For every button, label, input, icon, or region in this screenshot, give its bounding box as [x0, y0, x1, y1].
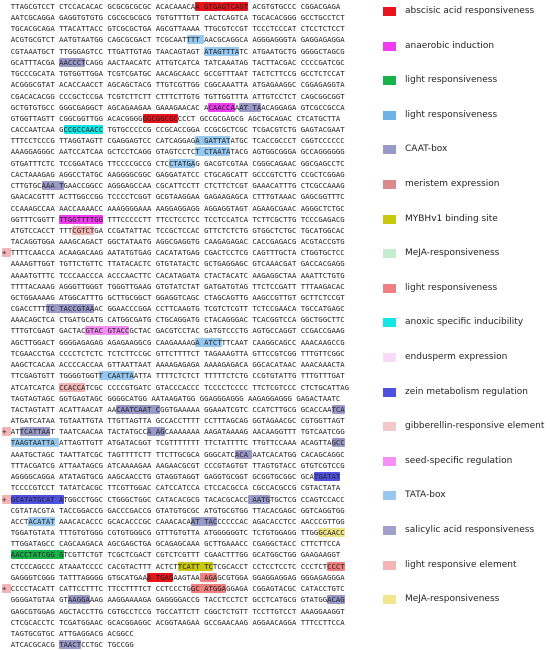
sequence-row	[2, 583, 368, 605]
sequence-strand-top: TGCACGCAGA TTACATTACC GTCGCGCTGA AGCGTTAAAA TTGCGTCCGT TCCCTCCCAT CTCCTCTCCT	[2, 24, 345, 34]
sequence-row	[2, 91, 368, 113]
sequence-strand-top: AGGGGCAGGA ATATAGTGCG AAGCAACCTG GTAGGTAGGT GAGGTGCGGT GCGGTGCGGC GCATGATAT	[2, 472, 341, 482]
motif-highlight: GGCGGCGC	[142, 113, 178, 123]
sequence-strand-bottom: GGGGATGTAA GTAAGGAAAG AAGGAAAAGA GAGGGGACCG TACCTCCTCT GCCTCATGCG GTATGGACAG	[2, 595, 345, 605]
sequence-strand-top: AAATGCTAGC TAATTATCGC TAGTTTTCTT TTCTTGCGCA GGGCATCACA AATCACATGG CACAGCAGGC	[2, 449, 345, 459]
sequence-row	[2, 68, 368, 90]
motif-highlight: +	[2, 584, 11, 594]
sequence-strand-top: ATCATCATCA CCACCATCGC CCCCGTGATC GTACCCACCC TCCCCTCCCC TTCTCGTCCC CTCTGCATTAG	[2, 382, 350, 392]
sequence-strand-top: AGCTTGGACT GGGGAGAGAG AGAGAAGGCG CAAGAAAAGA ATCTTTCAAT CAAGGCAGCC AAACAAGCCG	[2, 337, 345, 347]
motif-highlight: AT TAC	[190, 516, 218, 526]
sequence-strand-bottom: TTTGTCGAGT GACTACGTAC GTACCGCTAC GACGTCCTAC GATGTCCCTG AGTGCCAGGT CCGACCGAAG	[2, 326, 345, 336]
motif-highlight: AATG	[248, 494, 270, 504]
sequence-row	[2, 1, 368, 23]
sequence-strand-top: CTCCCAGCCC ATAAATCCCC CACGTACTTT ACTCTTCATT TCTCGCACCT CCTCCTCCTC CCCTCTCCCT	[2, 561, 345, 571]
sequence-row	[2, 606, 368, 628]
legend-label: MeJA-responsiveness	[405, 594, 500, 605]
legend-swatch	[383, 526, 396, 535]
legend-label: seed-specific regulation	[405, 455, 513, 466]
legend-item	[383, 110, 550, 130]
motif-highlight: +	[2, 427, 11, 437]
sequence-row	[2, 225, 368, 247]
legend-label: zein metabolism regulation	[405, 386, 528, 397]
sequence-strand-bottom: GCTGTGTGCC GGGCGAGGCT AGCAGAAGAA GAAAGAACAC ACAACCAAAT TAACAGGAGA GTCGCCGCCA	[2, 102, 345, 112]
sequence-strand-top: + ATTCATTAAT TAATCAACAA TACTATGCCA AGCAAAAAAA AAGATAAAAG AACAAGGTTT TGTCAATCGG	[2, 427, 345, 437]
motif-highlight: +	[2, 248, 11, 258]
sequence-row	[2, 494, 368, 516]
motif-highlight: TTGGTTTTGG	[59, 214, 104, 224]
legend-label: MYBHv1 binding site	[405, 213, 498, 224]
sequence-strand-bottom: AATCGCAGGA GAGGTGTGTG CGCGCGCGCG TGTGTTTGTT CACTCAGTCA TGCACACGGG GCCTGCCTCT	[2, 13, 345, 22]
motif-highlight: CGTCT	[72, 225, 95, 235]
motif-highlight: ACA	[234, 449, 253, 459]
legend-item	[383, 41, 550, 61]
legend-swatch	[383, 595, 396, 604]
legend-swatch	[383, 180, 396, 189]
motif-highlight: CTATGA	[168, 158, 196, 168]
sequence-strand-bottom: CACTAAAGAG AGGCCTATGC AAGGGGCGGC GAGGATATCC CTGCAGCATT GCCCGTCTTG CCGCTCGGAG	[2, 169, 345, 179]
legend-item	[383, 594, 550, 614]
motif-highlight: CCACCA	[59, 382, 86, 392]
sequence-strand-bottom: ATCACGCACG TAACTCCTGC TGCCGG	[2, 639, 134, 649]
sequence-row	[2, 426, 368, 448]
sequence-row	[2, 180, 368, 202]
sequence-strand-bottom: CGACCTTTTC TACCGTAAAC GGAACCCGGA CCTTCAAGTG TCGTCTCGTT TCTCCGAACA TGCCATGAGC	[2, 304, 345, 314]
legend-label: gibberellin-responsive element	[405, 421, 545, 432]
legend-swatch	[383, 561, 396, 570]
legend-item	[383, 283, 550, 303]
legend-swatch	[383, 284, 396, 293]
sequence-row	[2, 314, 368, 336]
legend-label: anoxic specific inducibility	[405, 317, 524, 328]
legend-item	[383, 248, 550, 268]
sequence-row	[2, 337, 368, 359]
sequence-row	[2, 46, 368, 68]
legend-label: MeJA-responsiveness	[405, 248, 500, 259]
sequence-strand-bottom: AAAAGTTGGT TGTTCTGTTC TTATACACTC GTGTATACTC GCTGAGGAGC GTCAAACGAT GACCACGAGG	[2, 259, 345, 269]
legend-label: CAAT-box	[405, 144, 448, 155]
legend-item	[383, 144, 550, 164]
sequence-strand-top: TACTAGTATT ACATTAACAT AACAATCAAT CGGTGAAAAA GGAAATCGTC CCATCTTGCG GCACCAATCA	[2, 405, 345, 415]
legend-swatch	[383, 111, 396, 120]
legend-label: light responsive element	[405, 559, 517, 570]
motif-highlight: CAATCAAT C	[116, 405, 161, 415]
motif-highlight: AAA T	[41, 181, 64, 191]
legend-item	[383, 214, 550, 234]
legend-swatch	[383, 76, 396, 85]
sequence-strand-top: CTTGTGCAAA TGAACCGGCC AGGGAGCCAA CGCATTCCTT CTCTTCTCGT GAAACATTTG CTCGCCAAAG	[2, 181, 345, 191]
sequence-row	[2, 628, 368, 650]
sequence-strand-bottom: ACGGGCGTAT ACACCAACCT AGCAGCTACG TTGTCGTTGG CGGCAAATTA ATGAGAAGGC CGGAGAGGTA	[2, 80, 345, 90]
legend-swatch	[383, 42, 396, 51]
motif-highlight: ACATAT	[28, 516, 55, 526]
motif-highlight: GCATATGCAT A	[10, 494, 64, 504]
sequence-row	[2, 135, 368, 157]
legend-label: salicylic acid responsiveness	[405, 525, 535, 535]
motif-highlight: A GATTAT	[195, 136, 231, 146]
sequence-strand-top: TGCCCGCATA TGTGGTTGGA TCGTCGATGC AACAGCAACC GCCGTTTAAT TACTCTTCCG GCCTCTCCAT	[2, 69, 345, 79]
motif-highlight: AT TA	[239, 102, 262, 112]
motif-highlight: GTCAGT	[221, 2, 249, 11]
sequence-strand-top: GCTGGAAAAG ATGGCATTTG GCTTGCGGCT GGAGGTCAGC CTAGCAGTTG AAGCCGTTGT GCTTCTCCGT	[2, 293, 345, 303]
sequence-strand-bottom: GAACACGTTT ACTTGGCCGG TCCCCTCGGT GCGTAAGGAA GAGAAGAGCA CTTTGTAAAC GAGCGGTTTC	[2, 192, 345, 202]
sequence-strand-bottom: TTCGAGTGTT TGGGGTGGTT CAATTAATTA TTTTCTCTCT TTTTTCTCTG CCGTGTATTG TTTGTTTGAT	[2, 371, 345, 381]
sequence-strand-bottom: TACAGGTGGA AAAGCAGACT GGCTATAATG AGGCGAGGTG CAAGAGAGAC CACCGAGACG ACGTACCGTG	[2, 236, 345, 246]
sequence-row	[2, 359, 368, 381]
motif-highlight: TC TACCGTAA	[45, 304, 95, 314]
sequence-strand-top: AAAATGTTTC TCCCAACCCA ACCCAACTTC CACATAGATA CTACTACATC AAGAGGCTAA AAATTCTGTG	[2, 270, 345, 280]
motif-highlight: A TGAG	[146, 572, 174, 582]
sequence-strand-top: CGACACACGG CCCGCTCCGA TCGTCTTCTT CTTTCTTGTG TGTTGGTTTA ATTGTCCTCT CAGCGGCGGT	[2, 91, 345, 101]
sequence-strand-top: GTGGTTAGTT CGGCGGTTGG ACACGGGGGGCGGCGCCCCT GCCGCGAGCG AGCTGCAGAC CTCATGCTTA	[2, 113, 341, 123]
legend-label: abscisic acid responsiveness	[405, 6, 535, 16]
sequence-strand-bottom: TCGAACCTGA CCCCTCTCTC TCTCTTCCGC GTTCTTTTCT TAGAAAGTTA GTTCCGTCGG TTTGTTCGGC	[2, 348, 345, 358]
sequence-row	[2, 247, 368, 269]
sequence-strand-bottom: AAAGGAGGGC AATCCATCAA GCTCCTCAGG GTAGTCCTCT CTAATATACG AGTGGCGGGA GCCAGGGGGG	[2, 147, 345, 157]
legend-swatch	[383, 145, 396, 154]
sequence-strand-bottom: TAGTAGTAGC GGTGAGTAGC GGGGCATGG AATAAGATGG GGAGGGAGGG AAGAGGAGGG GAGACTAATC	[2, 393, 341, 403]
legend-label: anaerobic induction	[405, 40, 495, 51]
legend-swatch	[383, 215, 396, 224]
motif-highlight: TAACT	[59, 639, 82, 649]
legend-item	[383, 352, 550, 372]
legend-item	[383, 179, 550, 199]
sequence-strand-top: + GCATATGCAT ATGGCCTGGC CTGGGCTGGC CATACACGCG TACACGCACC AATGTGCTCG CCAGTCCACC	[2, 494, 345, 504]
motif-highlight: T CAATTA	[98, 371, 134, 381]
sequence-strand-top: + CCCCTACATT CATTCCTTTC TTCCTTTTCT CCTCCCTGGC ATGGAGGAGA CGGAGTACGC CATACCTGTC	[2, 584, 345, 594]
sequence-row	[2, 203, 368, 225]
motif-highlight: TCATT TC	[177, 561, 213, 571]
motif-highlight: ACAG	[327, 595, 345, 605]
legend-item	[383, 560, 550, 580]
sequence-strand-top: GAGCGTGGAG AGCTACCTTG CGTGCCTCCG TGCCATTCTT CGGCTCTGTT TCCTTGTCCT AAAGGAAGGT	[2, 606, 345, 616]
motif-highlight: AACCCT	[59, 57, 86, 67]
sequence-strand-bottom: ACGTGCGTCT AATGTAATGG CAGCGCGACT TCGCAATTTT AACGCAGGCA AGGGAGGGTA GAGGAGAGGA	[2, 35, 345, 45]
motif-highlight: GC ATGGA	[190, 584, 227, 594]
motif-highlight: T CTAATA	[195, 147, 231, 157]
motif-highlight: CAACCA	[208, 102, 235, 112]
motif-highlight: TAAGTAATTA	[10, 438, 60, 448]
sequence-row	[2, 292, 368, 314]
legend-label: meristem expression	[405, 179, 500, 189]
sequence-strand-top: TTTCCTCCCG TTAGGTAGTT CGAGGAGTCC CATCAGGAGA GATTATATGC TCACCGCCCT CGGTCCCCCC	[2, 136, 345, 146]
sequence-strand-top: AAGCTCACAA ACCCCACCAA GTTAATTAAT AAAAGAGAGA AAAAGAGACA GGCACATAAC AAACAAACTA	[2, 360, 345, 370]
legend-label: light responsiveness	[405, 75, 498, 86]
sequence-strand-bottom: ATGATCATAA TGTAATTGTA TTGTTAGTTA GCCACCTTTT CCTTTAGCAG GGTAGAACGC CGTGGTTAGT	[2, 416, 345, 426]
legend-item	[383, 525, 550, 545]
sequence-strand-bottom: TTTTACAAAG AGGGTTGGGT TGGGTTGAAG GTGTATCTAT GATGATGTAG TTCTCCGATT TTTAAGACAC	[2, 281, 345, 291]
sequence-row	[2, 449, 368, 471]
legend-label: endusperm expression	[405, 352, 508, 362]
legend-label: TATA-box	[405, 490, 446, 501]
motif-highlight: A ATCT	[195, 337, 222, 347]
sequence-strand-bottom: AACCTATCGG GTCGTTCTGT TCGCTCGACT CGTCTCGTTT CGAACTTTGG GCATGGCTGG GAAGAAGGT	[10, 550, 341, 560]
sequence-row	[2, 404, 368, 426]
legend-item	[383, 6, 550, 26]
legend-swatch	[383, 422, 396, 431]
sequence-strand-top: ATGTCCACCT TTTCGTCTGA CCGATATTAC TCCGCTCCAC GTTCTCTCTG GTGGCTCTGC TGCATGGCAC	[2, 225, 345, 235]
sequence-strand-top: TTAGCGTCCT CTCCACACAC GCGCGCGCGC ACACAAACAA GTGAGTCAGT ACGTGTGCCC CGGACGAGA	[2, 2, 341, 11]
legend-item	[383, 317, 550, 337]
legend-label: light responsiveness	[405, 109, 498, 120]
motif-highlight: GCAACC	[318, 527, 345, 537]
motif-highlight: TTT	[186, 35, 205, 45]
legend-label: light responsiveness	[405, 282, 498, 293]
sequence-strand-top: TTGGATAGCC CAGCAAGACA AGCGAGCTGA GCAGAGCAAA GCTTGAAACC CGAGGCTACC CTTCTTCCA	[2, 539, 341, 549]
motif-highlight: A AG	[147, 427, 165, 437]
sequence-strand-bottom: TTTACGATCG ATTAATAGCG ATCAAAAGAA AAGAACGCGT CCCGTAGTGT TTAGTGTACC GTGTCGTCCG	[2, 460, 345, 470]
sequence-row	[2, 158, 368, 180]
sequence-strand-top: + TTTTCAACCA ACAAGACAAG AATATGTGAG CACATATGAG CGACTCCTCG CAGTTTGCTA CTGGTGCTCC	[2, 248, 345, 258]
legend-swatch	[383, 249, 396, 258]
sequence-strand-bottom: GGTTTCGGTT TTGGTTTTGG TTTCCCCCTT TTCCTCCTCC TCCTCCATCA TCTTCGCTTG TCCCGAGACG	[2, 214, 345, 224]
legend-swatch	[383, 388, 396, 397]
sequence-strand-bottom: TGGATGTATA TTTGTGTGGG CGTGTGGGCG GTTTGTGTTA ATGGGGGGTC TCTGTGGAGG TTGGGCAACC	[2, 527, 345, 537]
legend-swatch	[383, 457, 396, 466]
motif-highlight: TCATTAA	[19, 427, 51, 437]
motif-highlight: GCC	[331, 438, 345, 448]
legend-item	[383, 456, 550, 476]
legend-item	[383, 75, 550, 95]
legend-item	[383, 421, 550, 441]
sequence-row	[2, 382, 368, 404]
legend-item	[383, 490, 550, 510]
sequence-strand-bottom: CACCAATCAA GCCGCCAACC TGTGCCCCCG CCGCACCGGA CCGCGCTCGC TCGACGTCTG GAGTACGAAT	[2, 124, 345, 134]
sequence-row	[2, 538, 368, 560]
sequence-strand-bottom: TCCCCGTCCT TATATCACGC TTCGTTGGAC CATCCATCCA CTCCACGCCA CGCCACGCCG CGTACTATA	[2, 483, 341, 493]
motif-highlight: CCCT	[327, 561, 345, 571]
legend-item	[383, 387, 550, 407]
sequence-strand-top: TAGTGCGTGC ATTGAGGACG ACGGCC	[2, 628, 134, 638]
sequence-row	[2, 561, 368, 583]
sequence-row	[2, 471, 368, 493]
motif-highlight: TGATAT	[313, 472, 341, 482]
motif-highlight: AACCTATCGG G	[10, 550, 64, 560]
sequence-row	[2, 113, 368, 135]
sequence-strand-top: ACCTACATAT AAACACACCC GCACACCCGC CAAACACAAT TACCCCCCAC AGACACCTCC AACCCGTTGG	[2, 516, 345, 526]
legend-swatch	[383, 318, 396, 327]
motif-highlight: ATAGTTTA	[204, 46, 240, 56]
legend-swatch	[383, 353, 396, 362]
sequence-strand-top: AAACAGCTCA CTGATGCATG CATGGCGATG CTGCAGGATG CTACAGGGAC TCACGGTCCA GGCTGGCTTC	[2, 315, 345, 325]
motif-highlight: GTAC GTACC	[85, 326, 130, 336]
promoter-sequence-panel	[2, 1, 368, 650]
sequence-strand-top: CCAAAGCCAA AACCAAAACC AAAGGGGAAA AAGGAGGAGG AGGAGGTAGT AGAAGCGAAC AGGGCTCTGC	[2, 203, 345, 213]
motif-highlight: A GTGA	[195, 2, 222, 11]
sequence-strand-top: GTGATTTCTC TCCGGATACG TTCCCCGCCG CTCCTATGAG GACGTCGTAA CGGGCAGAAC GGCGAGCCTC	[2, 158, 345, 168]
motif-highlight: CCGCCAACC	[63, 124, 104, 134]
sequence-row	[2, 270, 368, 292]
legend-swatch	[383, 7, 396, 16]
sequence-row	[2, 23, 368, 45]
motif-highlight: AAGGA	[67, 595, 90, 605]
motif-highlight: AGA	[199, 572, 218, 582]
sequence-strand-top: CGTAAATGCT TTGGGAGTCC TTGATTGTAG TAACAGTAGT ATAGTTTATC ATGAATGCTG GGGGCTAGCG	[2, 46, 345, 56]
sequence-strand-bottom: CGTATACGTA TACCGGACCG GACCCGACCG GTATGTGCGC ATGTGCGTGG TTACACGAGC GGTCAGGTGG	[2, 505, 345, 515]
motif-highlight: TCA	[331, 405, 345, 415]
sequence-strand-bottom: GAGGGTCGGG TATTTAGGGG GTGCATGAAA TGAGAAGTAA AGAGCGTGGA GGAGGAGGAG GGGAGAGGGA	[2, 572, 345, 582]
sequence-row	[2, 516, 368, 538]
motif-highlight: +	[2, 494, 11, 504]
sequence-strand-bottom: TAAGTAATTA ATTAGTTGTT ATGATACGGT TCGTTTTTTT TTCTATTTTC TTGTTCCAAA ACAGTTAGCC	[10, 438, 345, 448]
sequence-strand-bottom: CTCGCACCTC TCGATGGAAC GCACGGAGGC ACGGTAAGAA GCCGAACAAG AGGAACAGGA TTTCCTTCCA	[2, 617, 345, 627]
legend-swatch	[383, 491, 396, 500]
sequence-strand-bottom: GCATTTACGA AACCCTCAGG AACTAACATC ATTGTCATCA TATCAAATAG TACTTACGAC CCCCGATCGC	[2, 57, 345, 67]
